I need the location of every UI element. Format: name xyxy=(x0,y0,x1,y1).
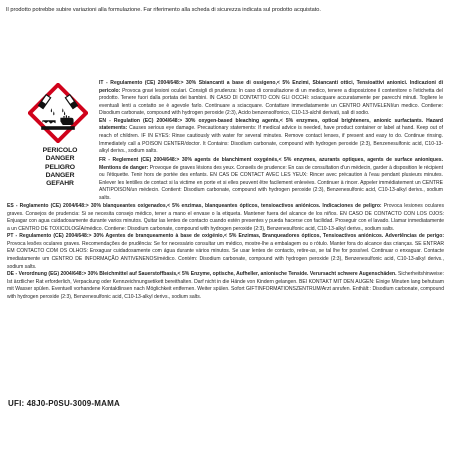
label-text-full-width xyxy=(7,203,444,301)
section-fr-body: Provoque de graves lésions des yeux. Conseils de prudence: En cas de consultation d'un médecin, garder à disposition le récipient ou l'étiquette. Tenir hors de portée des enfants. EN CAS DE CONTACT AVEC LES YEUX: Rincer avec précaution à l'eau pendant plusieurs minutes. Enlever les lentilles de contact si la victime en porte et si elles peuvent être facilement enlevées. Continuer à rincer. Appeler immédiatement un CENTRE ANTIPOISON/un médecin. Contient: Disodium carbonate, compound with hydrogen peroxide (2:3), Benzenesulfonic acid, C10-13-alkyl derivs., sodium salts. xyxy=(99,164,443,201)
section-pt xyxy=(7,233,444,271)
section-en-body: Causes serious eye damage. Precautionary statements: If medical advice is needed, have product container or label at hand. Keep out of reach of children. IF IN EYES: Rinse cautiously with water for several minutes. Remove contact lenses, if present and easy to do. Continue rinsing. Immediately call a POISON CENTER/doctor. It Contains: Disodium carbonate, compound with hydrogen peroxide (2:3), Benzenesulfonic acid, C10-13-alkyl derivs., sodium salts. xyxy=(99,125,443,155)
signal-word-en: DANGER xyxy=(45,155,75,163)
formulation-notice: Il prodotto potrebbe subire variazioni alla formulazione. Far riferimento alla scheda di sicurezza indicata sul prodotto acquistato. xyxy=(6,7,321,13)
section-fr xyxy=(99,157,443,202)
ghs05-corrosion-icon xyxy=(28,83,88,143)
section-es-body: Provoca lesiones oculares graves. Consejos de prudencia: Si se necesita consejo médico, tener a mano el envase o la etiqueta. Mantener fuera del alcance de los niños. EN CASO DE CONTACTO CON LOS OJOS: Enjuagar con agua cuidadosamente durante varios minutos. Quitar las lentes de contacto cuando estén presentes y pueda hacerse con facilidad. Proseguir con el lavado. Llamar inmediatamente a un CENTRO DE TOXICOLOGÍA/médico. Contiene: Disodium carbonate, compound with hydrogen peroxide (2:3), Benzenesulfonic acid, C10-13-alkyl derivs., sodium salts. xyxy=(7,203,444,232)
ufi-code: UFI: 48J0-P0SU-3009-MAMA xyxy=(8,399,120,408)
section-es xyxy=(7,203,444,233)
section-fr-lead: FR - Reglement (CE) 2004/648:> 30% agents de blanchiment oxygénés,< 5% enzymes, azurants optiques, agents de surface anioniques. Mentions de danger: xyxy=(99,157,443,171)
section-it-body: Provoca gravi lesioni oculari. Consigli di prudenza: In caso di consultazione di un medico, tenere a disposizione il contenitore o l'etichetta del prodotto. Tenere fuori dalla portata dei bambini. IN CASO DI CONTATTO CON GLI OCCHI: sciacquare accuratamente per parecchi minuti. Togliere le eventuali lenti a contatto se è agevole farlo. Continuare a sciacquare. Contattare immediatamente un CENTRO ANTIVELENI/un medico. Contiene: Disodium carbonate, compound with hydrogen peroxide (2:3), Acido benzensolfonico, C10-13-alchil derivati, sali di sodio. xyxy=(99,87,443,117)
section-de-body: Sicherheitshinweise: Ist ärztlicher Rat erforderlich, Verpackung oder Kennzeichnungsetikett bereithalten. Darf nicht in die Hände von Kindern gelangen. BEI KONTAKT MIT DEN AUGEN: Einige Minuten lang behutsam mit Wasser spülen. Eventuell vorhandene Kontaktlinsen nach Möglichkeit entfernen. Weiter spülen. Sofort GIFTINFORMATIONSZENTRUM/Arzt anrufen. Enthält:: Disodium carbonate, compound with hydrogen peroxide (2:3), Benzenesulfonic acid, C10-13-alkyl derivs., sodium salts. xyxy=(7,271,444,300)
section-it-lead: IT - Regulamento (CE) 2004/648:> 30% Sbiancanti a base di ossigeno,< 5% Enzimi, Sbiancanti ottici, Tensioattivi anionici. Indicazioni di pericolo: xyxy=(99,80,443,94)
section-en xyxy=(99,118,443,156)
label-text-fr-start xyxy=(99,157,443,202)
section-pt-lead: PT - Regulamento (CE) 2004/648:> 30% Agentes de branqueamento à base de oxigénio,< 5% Enzimas, Branqueadores ópticos, Tensioactivos aniónicos. Advertências de perigo: xyxy=(7,233,444,240)
section-en-lead: EN - Regulation (EC) 2004/648:> 30% oxygen-based bleaching agents,< 5% enzymes, optical brighteners, anionic surfactants. Hazard statements: xyxy=(99,117,443,132)
label-text-right-column xyxy=(99,80,443,156)
section-pt-body: Provoca lesões oculares graves. Recomendações de prudência: Se for necessário consultar um médico, mostre-lhe a embalagem ou o rótulo. Manter fora do alcance das crianças. SE ENTRAR EM CONTACTO COM OS OLHOS: Enxaguar cuidadosamente com água durante vários minutos. Se usar lentes de contacto, retire-as, se tal lhe for possível. Continuar o enxaguar. Contacte imediatamente um CENTRO DE INFORMAÇÃO ANTIVENENOS/médico. Contém: Disodium carbonate, compound with hydrogen peroxide (2:3), Benzenesulfonic acid, C10-13-alkyl derivs., sodium salts. xyxy=(7,240,444,270)
signal-word-de: GEFAHR xyxy=(46,180,74,188)
section-de xyxy=(7,271,444,301)
section-de-lead: DE - Verordnung (EG) 2004/648:> 30% Bleichmittel auf Sauerstoffbasis,< 5% Enzyme, optische, Aufheller, anionische Tenside. Verursacht schwere Augenschäden. xyxy=(7,271,397,278)
signal-word-it: PERICOLO xyxy=(42,147,78,154)
signal-words xyxy=(20,147,100,188)
signal-word-es: PELIGRO xyxy=(45,163,75,171)
signal-word-fr: DANGER xyxy=(45,171,75,179)
section-it xyxy=(99,80,443,118)
section-es-lead: ES - Reglamento (CE) 2004/648:> 30% blanqueantes oxigenados,< 5% enzimas, blanqueantes ópticos, tensioactivos aniónicos. Indicaciones de peligro: xyxy=(7,203,382,209)
